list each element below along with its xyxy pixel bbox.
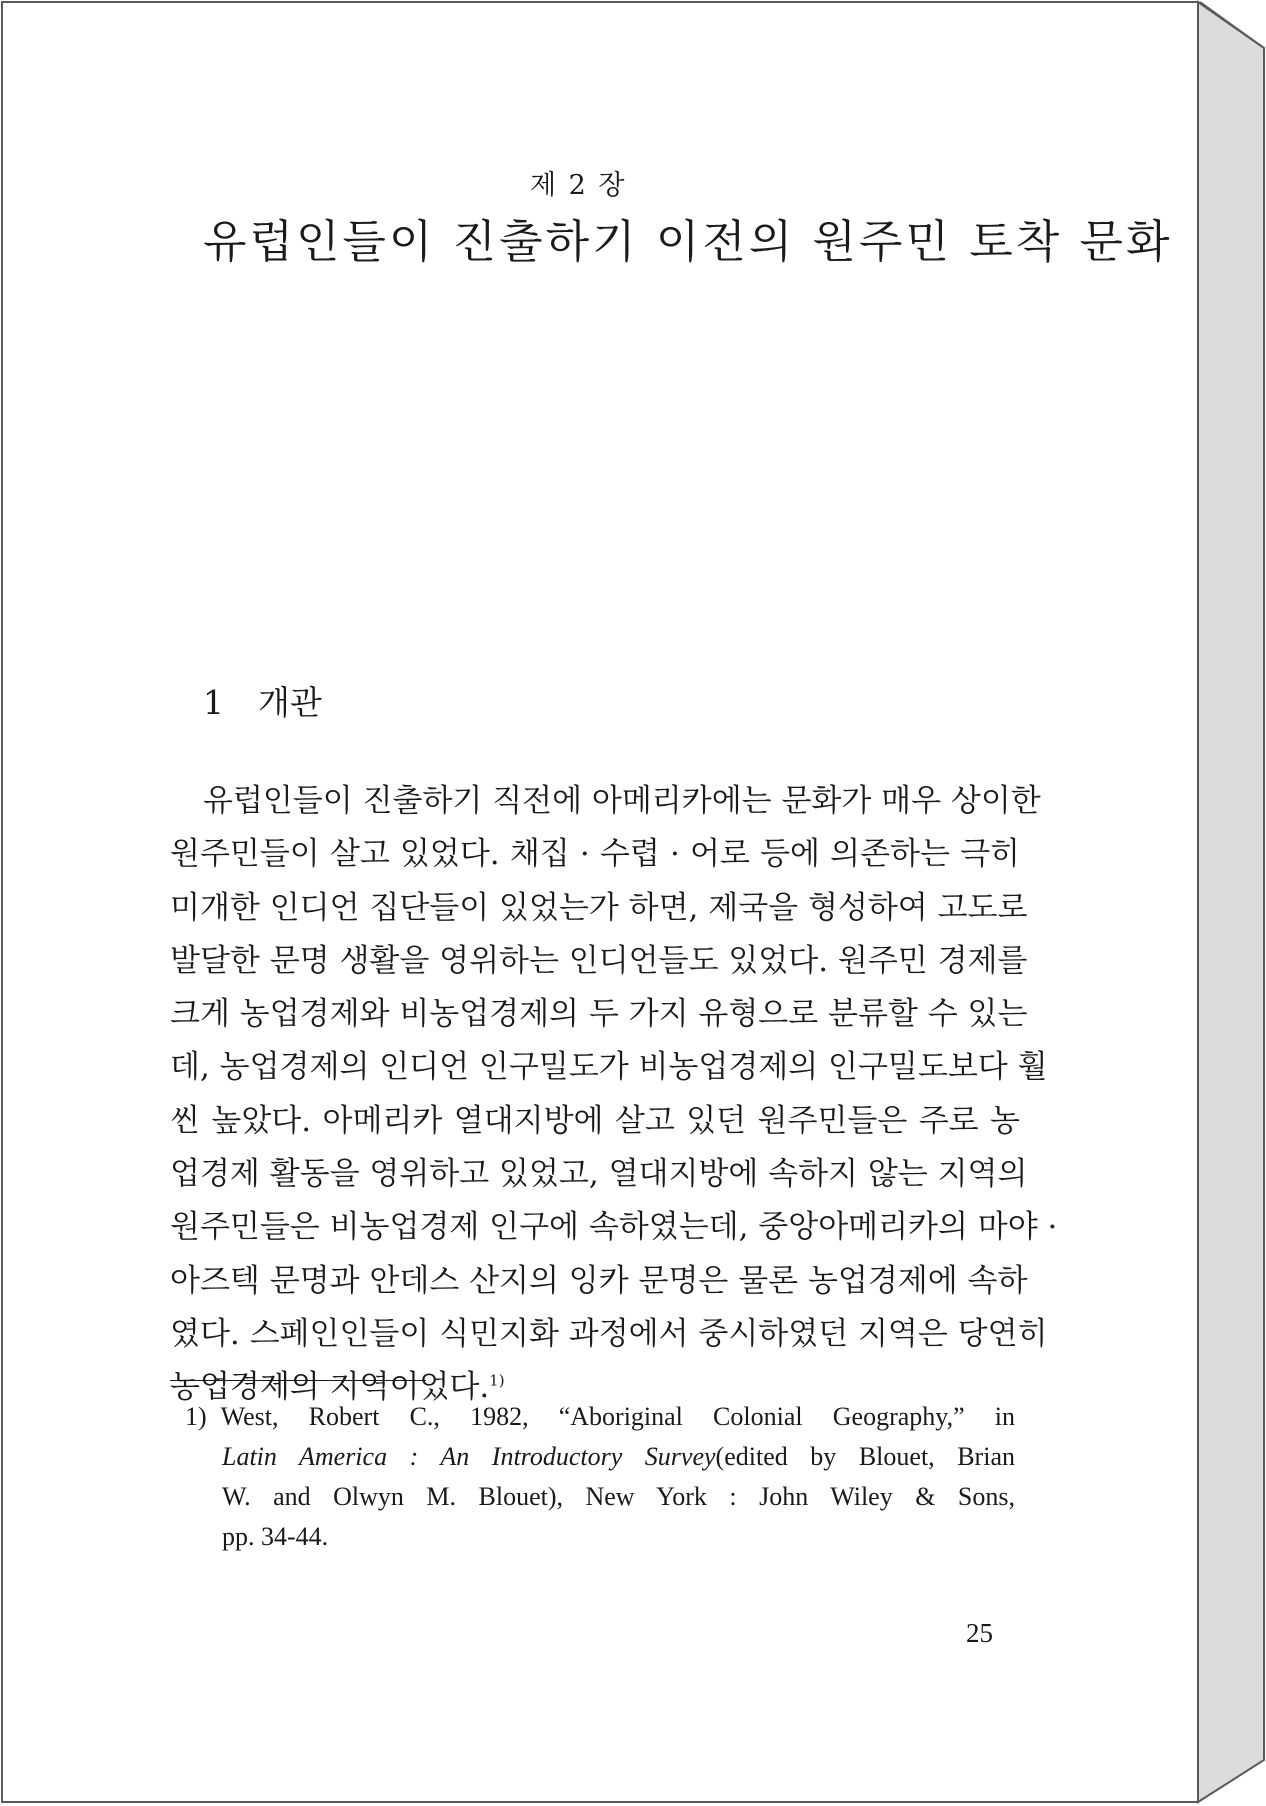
body-line: 업경제 활동을 영위하고 있었고, 열대지방에 속하지 않는 지역의 bbox=[170, 1156, 1028, 1193]
footnote bbox=[185, 1397, 1015, 1557]
body-line: 미개한 인디언 집단들이 있었는가 하면, 제국을 형성하여 고도로 bbox=[170, 889, 1028, 926]
body-line: 원주민들이 살고 있었다. 채집 · 수렵 · 어로 등에 의존하는 극히 bbox=[170, 836, 1020, 873]
page-number: 25 bbox=[966, 1618, 993, 1648]
body-line: 였다. 스페인인들이 식민지화 과정에서 중시하였던 지역은 당연히 bbox=[170, 1315, 1048, 1352]
footnote-book-title: Latin America : An Introductory Survey bbox=[222, 1442, 716, 1471]
chapter-label: 제 2 장 bbox=[530, 170, 627, 201]
footnote-text: (edited by Blouet, Brian bbox=[715, 1442, 1015, 1471]
body-line: 발달한 문명 생활을 영위하는 인디언들도 있었다. 원주민 경제를 bbox=[170, 942, 1028, 979]
body-line: 크게 농업경제와 비농업경제의 두 가지 유형으로 분류할 수 있는 bbox=[170, 996, 1028, 1033]
body-paragraph bbox=[170, 775, 1058, 1415]
footnote-line bbox=[185, 1397, 1015, 1437]
footnote-text: West, Robert C., 1982, “Aboriginal Colonial Geography,” in bbox=[220, 1402, 1015, 1431]
body-line: 씬 높았다. 아메리카 열대지방에 살고 있던 원주민들은 주로 농 bbox=[170, 1102, 1020, 1139]
body-line-text: 농업경제의 지역이었다. bbox=[170, 1369, 490, 1406]
footnote-reference[interactable]: 1) bbox=[489, 1371, 505, 1390]
book-edge bbox=[1198, 2, 1264, 1802]
chapter-title: 유럽인들이 진출하기 이전의 원주민 토착 문화 bbox=[203, 215, 1173, 268]
body-line: 유럽인들이 진출하기 직전에 아메리카에는 문화가 매우 상이한 bbox=[203, 783, 1041, 819]
section-title: 개관 bbox=[258, 683, 322, 722]
footnote-marker: 1) bbox=[185, 1402, 207, 1431]
body-line: 데, 농업경제의 인디언 인구밀도가 비농업경제의 인구밀도보다 훨 bbox=[170, 1049, 1048, 1086]
body-line: 원주민들은 비농업경제 인구에 속하였는데, 중앙아메리카의 마야 · bbox=[170, 1209, 1058, 1246]
section-heading bbox=[203, 677, 322, 724]
footnote-line: pp. 34-44. bbox=[222, 1522, 329, 1551]
section-number: 1 bbox=[203, 683, 224, 722]
footnote-line: W. and Olwyn M. Blouet), New York : John Wiley & Sons, bbox=[222, 1482, 1015, 1511]
footnote-divider bbox=[170, 1380, 426, 1381]
body-line: 아즈텍 문명과 안데스 산지의 잉카 문명은 물론 농업경제에 속하 bbox=[170, 1262, 1028, 1299]
footnote-line bbox=[185, 1437, 1015, 1477]
